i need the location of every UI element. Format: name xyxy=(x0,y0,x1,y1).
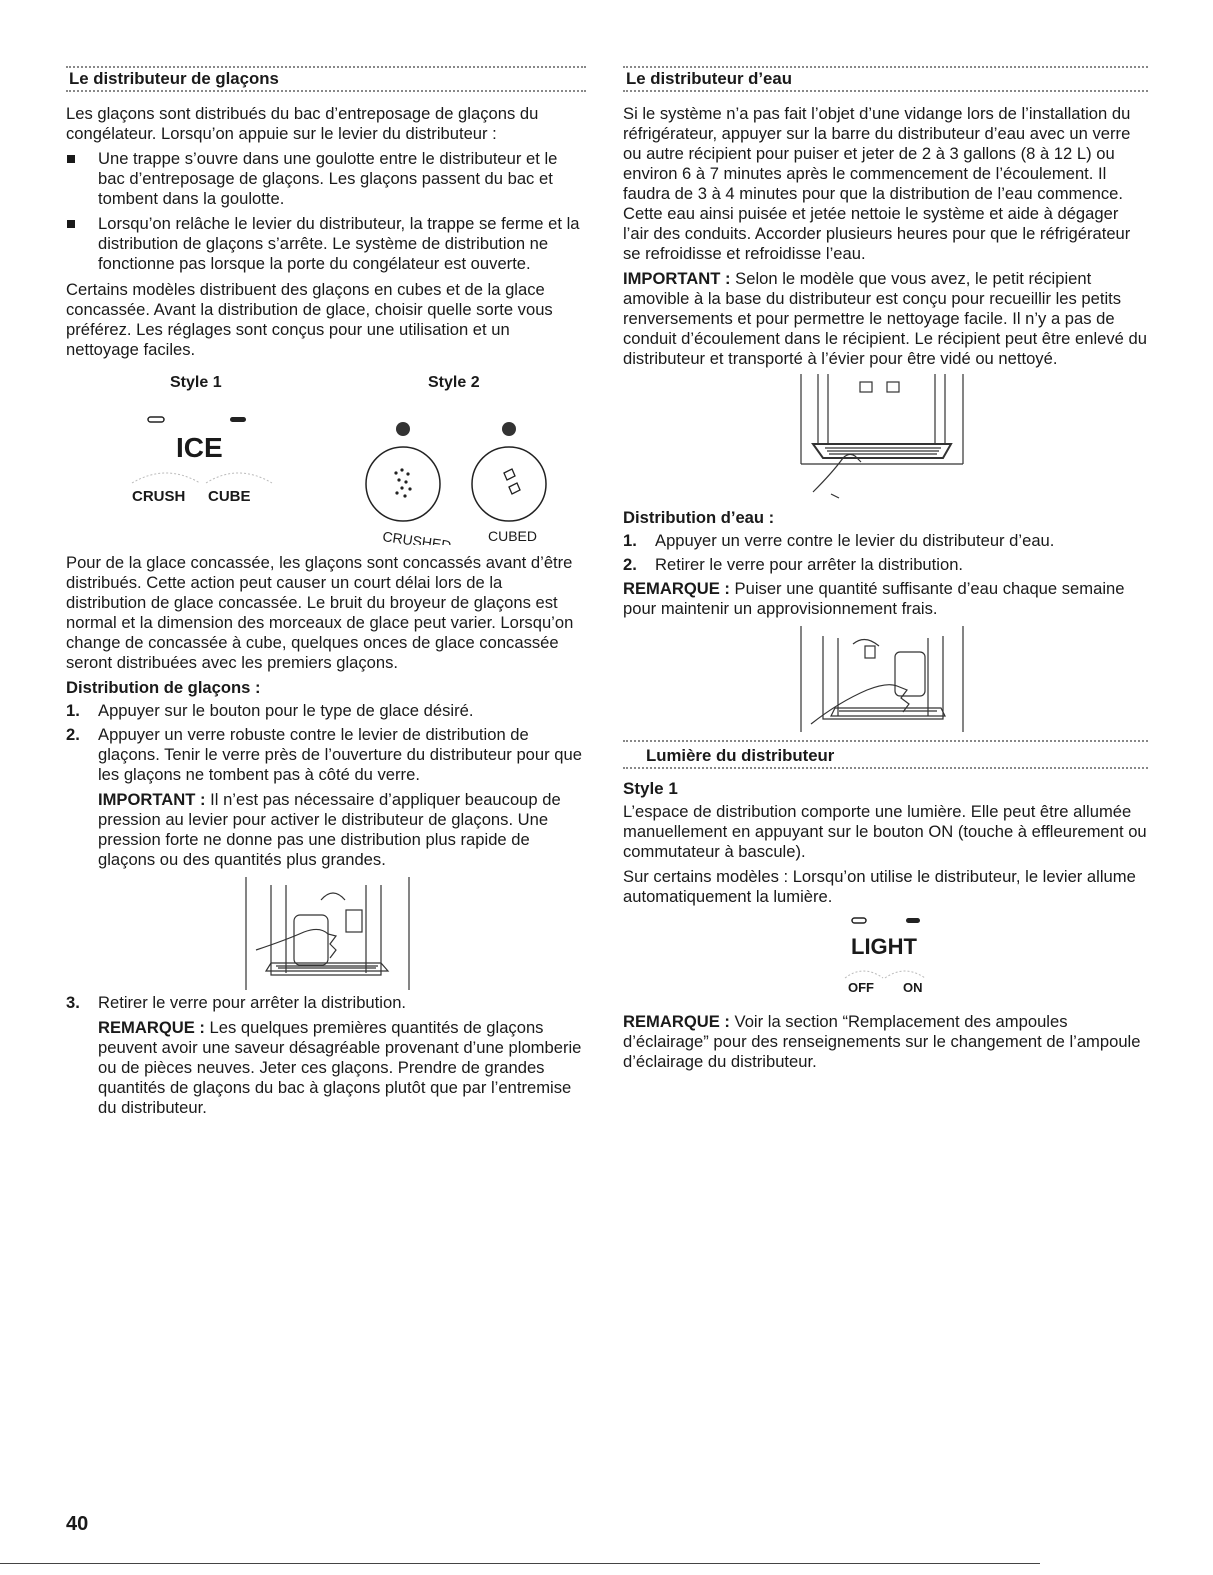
list-item xyxy=(66,701,586,721)
list-item xyxy=(623,555,1148,575)
panel-ice-label: ICE xyxy=(176,432,223,463)
left-column xyxy=(66,66,586,1123)
light-style-heading: Style 1 xyxy=(623,779,678,798)
note-text: Voir la section “Remplacement des ampoules d’éclairage” pour des renseignements sur le changement de l’ampoule d’éclairage du distributeur. xyxy=(623,1012,1141,1071)
note-text: Puiser une quantité suffisante d’eau chaque semaine pour maintenir un approvisionnement frais. xyxy=(623,579,1125,618)
section-rule-bottom xyxy=(66,90,586,92)
important-text: Selon le modèle que vous avez, le petit récipient amovible à la base du distributeur est conçu pour recueillir les petits renversements et pour permettre le nettoyage facile. Il n’y a pas de conduit d’écoulement dans le récipient. Le récipient peut être enlevé du distributeur et transporté à l’évier pour être vidé ou nettoyé. xyxy=(623,269,1147,368)
panel-light-label: LIGHT xyxy=(851,934,917,959)
ice-dispense-figure xyxy=(66,875,586,993)
step-text: Retirer le verre pour arrêter la distribution. xyxy=(655,555,964,574)
style2-label: Style 2 xyxy=(428,374,480,391)
step-text: Appuyer un verre robuste contre le levier de distribution de glaçons. Tenir le verre près de l’ouverture du distributeur pour que les glaçons ne tombent pas à côté du verre. xyxy=(98,725,582,784)
crush-button-outline xyxy=(132,473,200,483)
ice-dispense-illustration xyxy=(66,875,586,993)
list-item: Lorsqu’on relâche le levier du distributeur, la trappe se ferme et la distribution de glaçons s’arrête. Le système de distribution ne fonctionne pas lorsque la porte du congélateur est ouverte. xyxy=(66,214,586,274)
step-number: 1. xyxy=(623,531,637,550)
water-remarque-note xyxy=(623,579,1148,619)
section-rule-bottom xyxy=(623,767,1148,769)
cubed-button[interactable] xyxy=(472,447,546,521)
light-paragraph-1: L’espace de distribution comporte une lumière. Elle peut être allumée manuellement en appuyant sur le bouton ON (touche à effleurement ou commutateur à bascule). xyxy=(623,802,1147,861)
important-text: Il n’est pas nécessaire d’appliquer beaucoup de pression au levier pour activer le distributeur de glaçons. Une pression forte ne donne pas une distribution plus rapide de glaçons ou des quantités plus grandes. xyxy=(98,790,561,869)
crushed-ice-paragraph: Pour de la glace concassée, les glaçons sont concassés avant d’être distribués. Cette action peut causer un court délai lors de la distribution de glace concassée. Le bruit du broyeur de glaçons est normal et la dimension des morceaux de glace peut varier. Lorsqu’on change de concassée à cube, quelques onces de glace concassée seront distribuées avec les premiers glaçons. xyxy=(66,553,574,672)
note-label: REMARQUE : xyxy=(623,579,730,598)
crushed-ice-icon xyxy=(394,468,411,497)
panel-crush-label[interactable]: CRUSH xyxy=(132,488,186,505)
light-section-title: Lumière du distributeur xyxy=(646,746,835,765)
list-item xyxy=(66,993,586,1118)
bottom-rule xyxy=(0,1563,1040,1564)
water-section-title: Le distributeur d’eau xyxy=(626,69,792,88)
cube-button-outline xyxy=(206,473,272,483)
cube-indicator-icon xyxy=(230,417,246,422)
ice-panel-figure xyxy=(66,365,586,545)
ice-steps-cont xyxy=(66,993,586,1118)
step-number: 3. xyxy=(66,993,80,1012)
panel-cube-label[interactable]: CUBE xyxy=(208,488,251,505)
drip-tray-figure xyxy=(623,374,1148,504)
water-flush-paragraph: Si le système n’a pas fait l’objet d’une vidange lors de l’installation du réfrigérateur, appuyer sur la barre du distributeur d’eau avec un verre ou autre récipient pour puiser et jeter de 2 à 3 gallons (8 à 12 L) ou environ 6 à 7 minutes après le commencement de l’écoulement. Il faudra de 3 à 4 minutes pour que la distribution de l’eau commence. Cette eau ainsi puisée et jetée nettoie le système et aide à dégager l’air des conduits. Accorder plusieurs heures pour que le réfrigérateur se refroidisse et refroidisse l’eau. xyxy=(623,104,1131,263)
crush-indicator-icon xyxy=(148,417,164,422)
off-indicator-icon xyxy=(852,918,866,923)
ice-bullet-list xyxy=(66,149,586,274)
style2-crushed-label: CRUSHED xyxy=(381,528,453,545)
note-label: REMARQUE : xyxy=(623,1012,730,1031)
light-panel-illustration xyxy=(623,912,1148,1002)
ice-section-header xyxy=(66,68,586,90)
ice-remarque-note xyxy=(98,1018,586,1118)
ice-models-paragraph: Certains modèles distribuent des glaçons en cubes et de la glace concassée. Avant la distribution de glace, choisir quelle sorte vous préférez. Les réglages sont conçus pour une utilisation et un nettoyage faciles. xyxy=(66,280,553,359)
water-section-header xyxy=(623,68,1148,90)
section-rule-bottom xyxy=(623,90,1148,92)
ice-steps xyxy=(66,701,586,870)
light-section-header xyxy=(623,745,1148,767)
step-number: 2. xyxy=(623,555,637,574)
step-text: Appuyer sur le bouton pour le type de glace désiré. xyxy=(98,701,474,720)
water-steps xyxy=(623,531,1148,575)
note-label: REMARQUE : xyxy=(98,1018,205,1037)
water-important-note xyxy=(623,269,1148,369)
section-rule-top xyxy=(623,740,1148,742)
water-dispensing-heading: Distribution d’eau : xyxy=(623,508,775,527)
on-indicator-icon xyxy=(906,918,920,923)
style1-label: Style 1 xyxy=(170,374,222,391)
ice-section-title: Le distributeur de glaçons xyxy=(69,69,279,88)
step-text: Retirer le verre pour arrêter la distribution. xyxy=(98,993,407,1012)
cubed-indicator-icon xyxy=(502,422,516,436)
cube-ice-icon xyxy=(504,469,520,494)
water-dispense-illustration xyxy=(623,624,1148,736)
note-text: Les quelques premières quantités de glaçons peuvent avoir une saveur désagréable provenant d’une plomberie ou de pièces neuves. Jeter ces glaçons. Prendre de grandes quantités de glaçons du bac à glaçons plutôt que par l’entremise du distributeur. xyxy=(98,1018,582,1117)
ice-dispensing-heading: Distribution de glaçons : xyxy=(66,678,261,697)
ice-panel-illustration xyxy=(66,365,586,545)
crushed-button[interactable] xyxy=(366,447,440,521)
ice-important-note xyxy=(98,790,586,870)
list-item xyxy=(623,531,1148,551)
important-label: IMPORTANT : xyxy=(623,269,731,288)
step-number: 1. xyxy=(66,701,80,720)
light-panel-figure xyxy=(623,912,1148,1002)
drip-tray-illustration xyxy=(623,374,1148,504)
list-item: Une trappe s’ouvre dans une goulotte entre le distributeur et le bac d’entreposage de glaçons. Les glaçons passent du bac et tombent dans la goulotte. xyxy=(66,149,586,209)
panel-off-label[interactable]: OFF xyxy=(848,980,874,995)
water-dispense-figure xyxy=(623,624,1148,736)
on-button-outline xyxy=(885,971,925,978)
important-label: IMPORTANT : xyxy=(98,790,206,809)
light-paragraph-2: Sur certains modèles : Lorsqu’on utilise le distributeur, le levier allume automatiquement la lumière. xyxy=(623,867,1136,906)
panel-on-label[interactable]: ON xyxy=(903,980,923,995)
list-item xyxy=(66,725,586,870)
off-button-outline xyxy=(845,971,883,978)
ice-intro: Les glaçons sont distribués du bac d’entreposage de glaçons du congélateur. Lorsqu’on appuie sur le levier du distributeur : xyxy=(66,104,539,143)
style2-cubed-label: CUBED xyxy=(488,528,538,544)
page-number: 40 xyxy=(66,1513,89,1535)
right-column xyxy=(623,66,1148,1077)
light-remarque-note xyxy=(623,1012,1148,1072)
step-text: Appuyer un verre contre le levier du distributeur d’eau. xyxy=(655,531,1055,550)
step-number: 2. xyxy=(66,725,80,744)
crushed-indicator-icon xyxy=(396,422,410,436)
